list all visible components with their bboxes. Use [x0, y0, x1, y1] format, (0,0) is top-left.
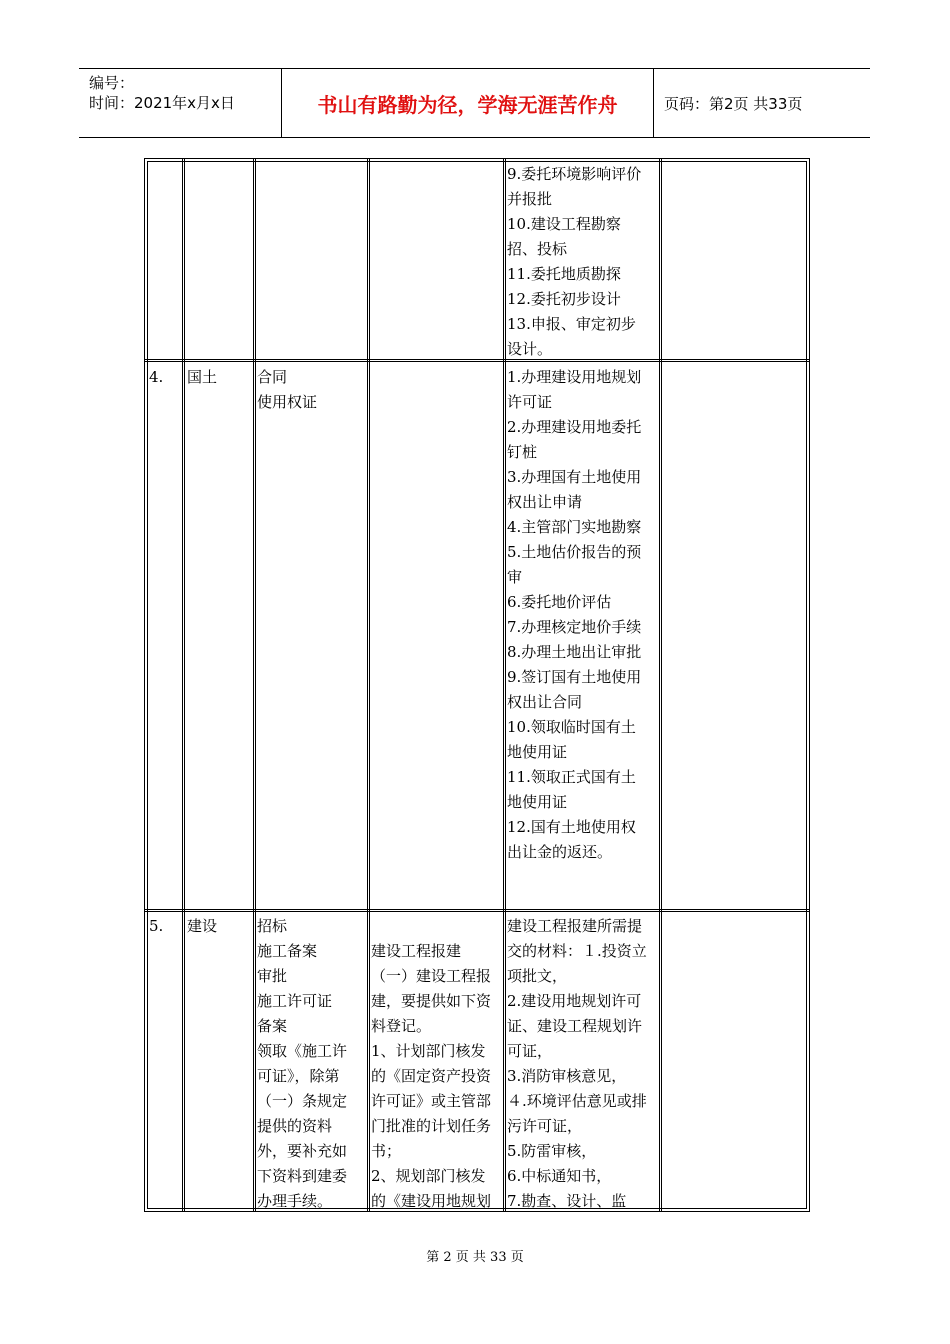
- row4-procedures: 1.办理建设用地规划 许可证 2.办理建设用地委托 钉桩 3.办理国有土地使用 权出让申请 4.主管部门实地勘察 5.土地估价报告的预 审 6.委托地价评估 7.办理核定地价手续 8.办理土地出让审批 9.签订国有土地使用 权出让合同 10.领取临时国有土 地使用证 11.领取正式国有土 地使用证 12.国有土地使用权 出让金的返还。: [507, 368, 642, 861]
- row5-number: 5.: [149, 917, 164, 935]
- row4-department: 国土: [187, 368, 218, 386]
- row4-number: 4.: [149, 368, 164, 386]
- column-divider: [367, 159, 370, 1211]
- row5-documents: 招标 施工备案 审批 施工许可证 备案 领取《施工许 可证》，除第 （一）条规定 提供的资料 外，要补充如 下资料到建委 办理手续。: [257, 917, 348, 1210]
- row5-department: 建设: [187, 917, 218, 935]
- column-divider: [253, 159, 256, 1211]
- row5-description: 建设工程报建 （一）建设工程报 建，要提供如下资 料登记。 1、计划部门核发 的《固定资产投资 许可证》或主管部 门批准的计划任务 书； 2、规划部门核发 的《建设用地规划: [371, 942, 492, 1210]
- serial-number-label: 编号：: [89, 74, 135, 92]
- header-motto: 书山有路勤为径，学海无涯苦作舟: [317, 92, 618, 117]
- header-left: [89, 73, 235, 113]
- column-divider: [659, 159, 662, 1211]
- row-cont-procedures: 9.委托环境影响评价 并报批 10.建设工程勘察 招、投标 11.委托地质勘探 12.委托初步设计 13.申报、审定初步 设计。: [507, 165, 642, 358]
- row-divider: [145, 359, 809, 362]
- column-divider: [503, 159, 506, 1211]
- page-footer: 第 2 页 共 33 页: [426, 1250, 524, 1265]
- time-label: 时间：2021年x月x日: [89, 94, 235, 112]
- row-divider: [145, 909, 809, 912]
- row5-procedures: 建设工程报建所需提 交的材料：１.投资立 项批文， 2.建设用地规划许可 证、建设工程规划许 可证， 3.消防审核意见， ４.环境评估意见或排 污许可证， 5.防雷审核， 6.中标通知书， 7.勘查、设计、监: [507, 917, 647, 1210]
- row4-documents: 合同 使用权证: [257, 368, 318, 411]
- column-divider: [182, 159, 185, 1211]
- page-header: [79, 68, 870, 138]
- header-page-label: 页码：第2页 共33页: [664, 94, 803, 113]
- procedure-table: [144, 158, 810, 1212]
